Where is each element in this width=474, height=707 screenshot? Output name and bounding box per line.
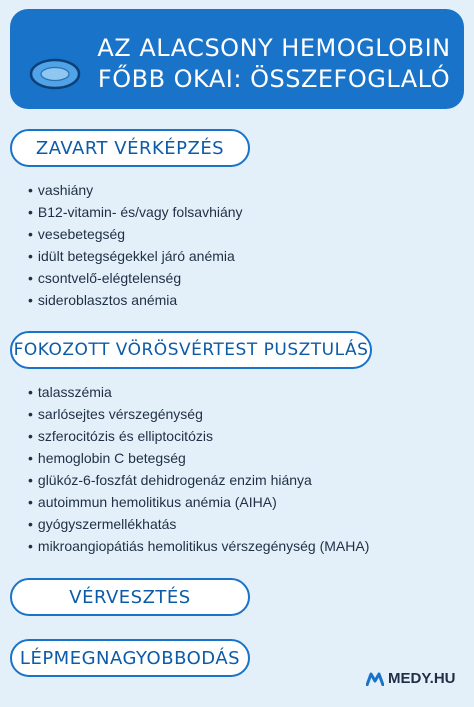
list-item: • szferocitózis és elliptocitózis [28,425,369,447]
medy-logo-icon [366,672,384,686]
list-item: • glükóz-6-foszfát dehidrogenáz enzim hiánya [28,469,369,491]
section-title-vervesztes: VÉRVESZTÉS [10,578,250,616]
page-title [94,33,454,95]
section-title-fokozott-vorosvertest-pusztulas: FOKOZOTT VÖRÖSVÉRTEST PUSZTULÁS [10,331,372,369]
list-item: • B12-vitamin- és/vagy folsavhiány [28,201,243,223]
red-blood-cell-icon [29,57,81,91]
list-zavart-verkepzes [28,179,243,311]
list-item: • vesebetegség [28,223,243,245]
list-fokozott-vorosvertest-pusztulas [28,381,369,557]
title-line-1: AZ ALACSONY HEMOGLOBIN [97,34,451,62]
list-item: • sideroblasztos anémia [28,289,243,311]
medy-logo [366,670,456,687]
list-item: • csontvelő-elégtelenség [28,267,243,289]
logo-text: MEDY.HU [388,670,456,687]
list-item: • talasszémia [28,381,369,403]
list-item: • hemoglobin C betegség [28,447,369,469]
list-item: • autoimmun hemolitikus anémia (AIHA) [28,491,369,513]
title-line-2: FŐBB OKAI: ÖSSZEFOGLALÓ [97,65,451,93]
list-item: • sarlósejtes vérszegénység [28,403,369,425]
header-banner [10,9,464,109]
list-item: • vashiány [28,179,243,201]
section-title-zavart-verkepzes: ZAVART VÉRKÉPZÉS [10,129,250,167]
section-title-lepmegnagyobbodas: LÉPMEGNAGYOBBODÁS [10,639,250,677]
list-item: • gyógyszermellékhatás [28,513,369,535]
list-item: • idült betegségekkel járó anémia [28,245,243,267]
list-item: • mikroangiopátiás hemolitikus vérszegénység (MAHA) [28,535,369,557]
